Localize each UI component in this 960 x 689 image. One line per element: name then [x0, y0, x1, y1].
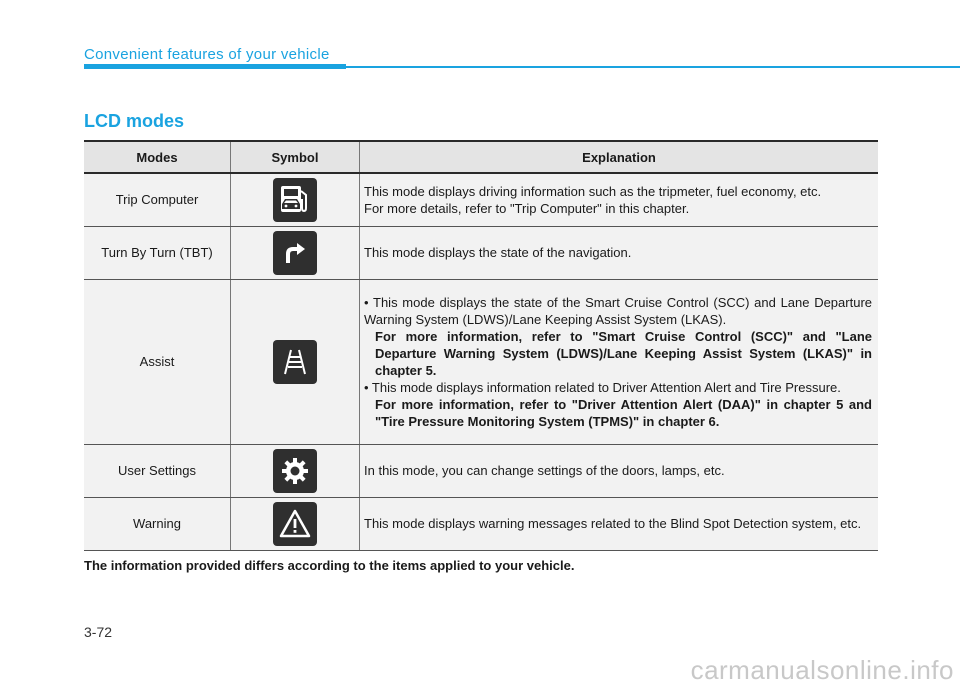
table-row [84, 226, 878, 279]
symbol-cell [231, 226, 360, 279]
watermark-text: carmanualsonline.info [690, 655, 954, 685]
mode-name: Warning [84, 497, 231, 550]
table-row [84, 173, 878, 226]
gear-icon [273, 449, 317, 493]
explanation-text: For more information, refer to "Smart Cruise Control (SCC)" and "Lane Departure Warning System (LDWS)/Lane Keeping Assist System (LKAS)" in chapter 5. [375, 328, 872, 378]
explanation-cell [360, 173, 879, 226]
symbol-cell [231, 444, 360, 497]
explanation-text: In this mode, you can change settings of the doors, lamps, etc. [364, 463, 725, 478]
page-number: 3-72 [84, 624, 113, 640]
warning-triangle-icon [273, 502, 317, 546]
lane-assist-icon [273, 340, 317, 384]
explanation-text: This mode displays warning messages related to the Blind Spot Detection system, etc. [364, 516, 862, 531]
explanation-text: This mode displays driving information such as the tripmeter, fuel economy, etc. [364, 183, 822, 199]
table-row [84, 444, 878, 497]
mode-name: Assist [84, 279, 231, 444]
lcd-modes-table [84, 140, 878, 551]
column-header-explanation: Explanation [360, 141, 879, 173]
mode-name: Trip Computer [84, 173, 231, 226]
explanation-text: • This mode displays the state of the Smart Cruise Control (SCC) and Lane Departure Warning System (LDWS)/Lane Keeping Assist System (LKAS). [364, 294, 872, 327]
footnote: The information provided differs according to the items applied to your vehicle. [84, 558, 575, 573]
section-header: Convenient features of your vehicle [84, 46, 330, 63]
explanation-text: • This mode displays information related to Driver Attention Alert and Tire Pressure. [364, 379, 841, 395]
mode-name: Turn By Turn (TBT) [84, 226, 231, 279]
page-title: LCD modes [84, 111, 185, 131]
explanation-text: This mode displays the state of the navigation. [364, 245, 632, 260]
symbol-cell [231, 279, 360, 444]
header-rule-accent [84, 64, 346, 69]
mode-name: User Settings [84, 444, 231, 497]
explanation-text: For more information, refer to "Driver Attention Alert (DAA)" in chapter 5 and "Tire Pressure Monitoring System (TPMS)" in chapter 6. [375, 396, 872, 429]
explanation-cell [360, 444, 879, 497]
turn-arrow-icon [273, 231, 317, 275]
explanation-cell [360, 497, 879, 550]
symbol-cell [231, 497, 360, 550]
column-header-symbol: Symbol [231, 141, 360, 173]
trip-computer-icon [273, 178, 317, 222]
explanation-cell [360, 226, 879, 279]
table-header-row [84, 141, 878, 173]
table-row [84, 279, 878, 444]
column-header-modes: Modes [84, 141, 231, 173]
symbol-cell [231, 173, 360, 226]
explanation-text: For more details, refer to "Trip Computer" in this chapter. [364, 200, 690, 216]
table-row [84, 497, 878, 550]
explanation-cell [360, 279, 879, 444]
